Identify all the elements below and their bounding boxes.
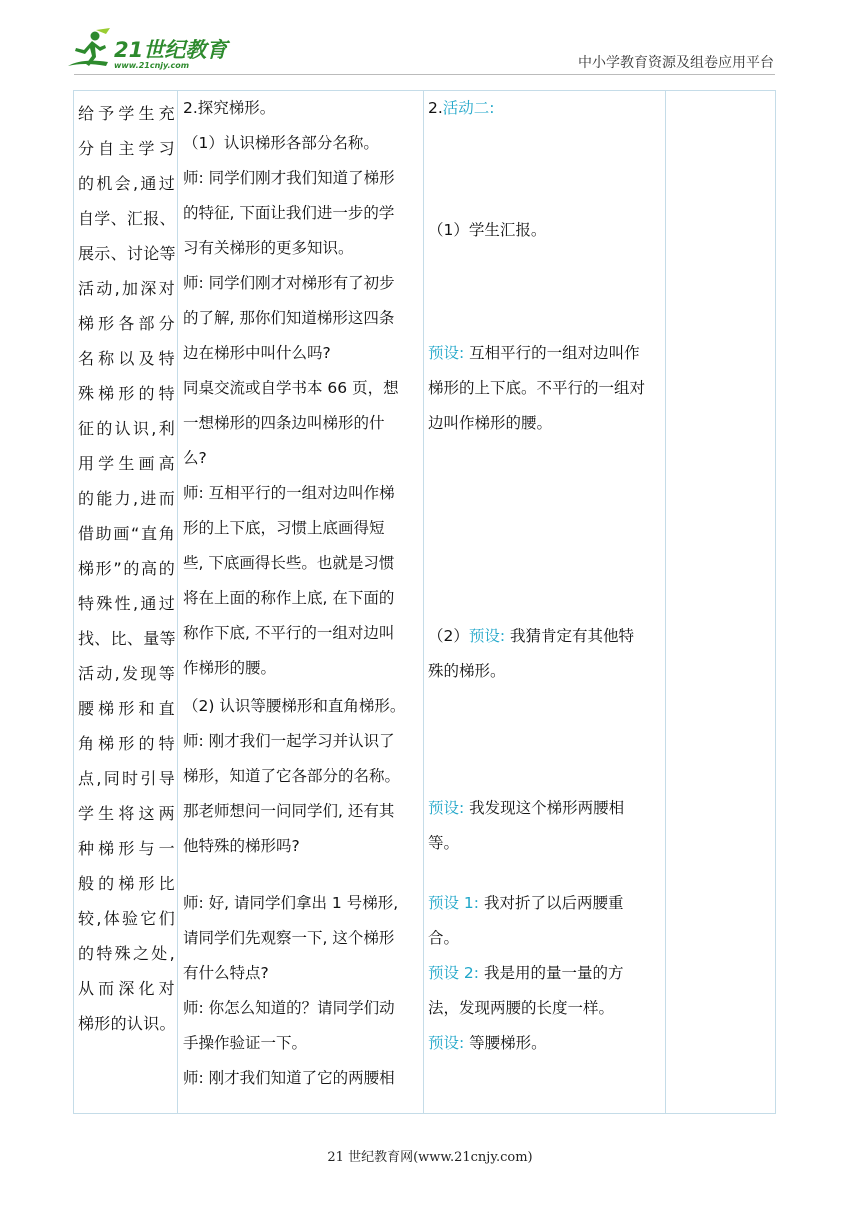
student-text: 我发现这个梯形两腰相	[464, 799, 625, 817]
student-text: 我是用的量一量的方	[479, 964, 624, 982]
design-intent-line: 较,体验它们	[78, 909, 175, 928]
teacher-activity-line: 手操作验证一下。	[183, 1034, 308, 1052]
student-text: 2.	[428, 99, 443, 117]
design-intent-line: 分自主学习	[78, 139, 175, 158]
student-activity-line	[428, 371, 663, 406]
design-intent-line: 的能力,进而	[78, 489, 175, 508]
teacher-activity-line: 有什么特点?	[183, 964, 269, 982]
design-intent-line: 般的梯形比	[78, 874, 175, 893]
design-intent-line: 借助画“直角	[78, 524, 175, 543]
teacher-activity-line: 同桌交流或自学书本 66 页，想	[183, 379, 399, 397]
student-text: 法，发现两腰的长度一样。	[428, 999, 615, 1017]
teacher-activity-line: 2.探究梯形。	[183, 99, 276, 117]
teacher-activity-line: 的特征, 下面让我们进一步的学	[183, 204, 395, 222]
student-activity-line	[428, 213, 663, 248]
student-text: 我猜肯定有其他特	[505, 627, 635, 645]
student-activity-line	[428, 619, 663, 654]
runner-logo-icon	[62, 28, 114, 76]
teacher-activity-line: 师: 同学们刚才我们知道了梯形	[183, 169, 395, 187]
student-text: 等腰梯形。	[464, 1034, 547, 1052]
notes-cell	[666, 91, 776, 1114]
teacher-activity-line: 么?	[183, 449, 207, 467]
design-intent-line: 学生将这两	[78, 804, 175, 823]
student-activity-line	[428, 406, 663, 441]
design-intent-line: 角梯形的特	[78, 734, 175, 753]
student-activity-line	[428, 791, 663, 826]
teacher-activity-cell	[178, 91, 424, 1114]
design-intent-line: 找、比、量等	[78, 629, 176, 648]
teacher-activity-line: 师: 互相平行的一组对边叫作梯	[183, 484, 395, 502]
platform-title: 中小学教育资源及组卷应用平台	[578, 55, 774, 71]
design-intent-line: 梯形的认识。	[78, 1014, 176, 1033]
logo-url-text: www.21cnjy.com	[114, 61, 190, 70]
preset-label: 预设:	[428, 344, 465, 362]
design-intent-line: 殊梯形的特	[78, 384, 175, 403]
teacher-activity-line: （1）认识梯形各部分名称。	[183, 134, 379, 152]
design-intent-line: 自学、汇报、	[78, 209, 176, 228]
teacher-activity-line: 师: 你怎么知道的？请同学们动	[183, 999, 395, 1017]
preset-label: 预设:	[468, 627, 506, 645]
teacher-activity-line: 那老师想问一问同学们, 还有其	[183, 802, 395, 820]
student-text: 边叫作梯形的腰。	[428, 414, 553, 432]
lesson-plan-table	[73, 90, 776, 1114]
student-activity-line	[428, 826, 663, 861]
teacher-activity-line: 的了解, 那你们知道梯形这四条	[183, 309, 395, 327]
page-footer: 21 世纪教育网(www.21cnjy.com)	[327, 1150, 533, 1165]
logo-brand-text: 21世纪教育	[114, 38, 228, 62]
design-intent-line: 的机会,通过	[78, 174, 175, 193]
design-intent-line: 用学生画高	[78, 454, 175, 473]
preset-label: 预设 2:	[428, 964, 480, 982]
teacher-activity-line: 请同学们先观察一下, 这个梯形	[183, 929, 395, 947]
student-text: （2）	[428, 627, 469, 645]
design-intent-line: 名称以及特	[78, 349, 175, 368]
preset-label: 预设:	[428, 799, 465, 817]
teacher-activity-line: 一想梯形的四条边叫梯形的什	[183, 414, 385, 432]
teacher-activity-line: 他特殊的梯形吗?	[183, 837, 300, 855]
teacher-activity-line: 将在上面的称作上底, 在下面的	[183, 589, 395, 607]
design-intent-line: 征的认识,利	[78, 419, 175, 438]
design-intent-line: 展示、讨论等	[78, 244, 176, 263]
teacher-activity-line: 师: 刚才我们知道了它的两腰相	[183, 1069, 395, 1087]
preset-label: 预设:	[428, 1034, 465, 1052]
design-intent-line: 活动,发现等	[78, 664, 175, 683]
student-text: 等。	[428, 834, 460, 852]
student-text: 梯形的上下底。不平行的一组对	[428, 379, 646, 397]
design-intent-cell	[74, 91, 178, 1114]
design-intent-line: 梯形各部分	[78, 314, 175, 333]
teacher-activity-line: 师: 好, 请同学们拿出 1 号梯形,	[183, 894, 399, 912]
student-text: （1）学生汇报。	[428, 221, 547, 239]
student-activity-line	[428, 991, 663, 1026]
design-intent-text	[74, 91, 177, 1041]
student-text: 合。	[428, 929, 460, 947]
student-activity-line	[428, 1026, 663, 1061]
student-activity-line	[428, 886, 663, 921]
student-activity-line	[428, 921, 663, 956]
teacher-activity-line: 边在梯形中叫什么吗?	[183, 344, 331, 362]
preset-label: 活动二:	[442, 99, 495, 117]
teacher-activity-line: 习有关梯形的更多知识。	[183, 239, 354, 257]
preset-label: 预设 1:	[428, 894, 480, 912]
student-text: 互相平行的一组对边叫作	[464, 344, 640, 362]
student-activity-line	[428, 336, 663, 371]
teacher-activity-line: 师: 同学们刚才对梯形有了初步	[183, 274, 395, 292]
teacher-activity-line: 些, 下底画得长些。也就是习惯	[183, 554, 395, 572]
student-activity-line	[428, 91, 663, 126]
student-activity-cell	[424, 91, 666, 1114]
teacher-activity-line: 称作下底, 不平行的一组对边叫	[183, 624, 395, 642]
table-row	[74, 91, 776, 1114]
teacher-activity-line: （2) 认识等腰梯形和直角梯形。	[183, 697, 406, 715]
student-activity-line	[428, 654, 663, 689]
teacher-activity-line: 梯形，知道了它各部分的名称。	[183, 767, 401, 785]
design-intent-line: 活动,加深对	[78, 279, 175, 298]
header-divider	[74, 74, 775, 75]
student-activity-line	[428, 956, 663, 991]
design-intent-line: 腰梯形和直	[78, 699, 175, 718]
teacher-activity-line: 作梯形的腰。	[183, 659, 277, 677]
design-intent-line: 种梯形与一	[78, 839, 175, 858]
design-intent-line: 特殊性,通过	[78, 594, 175, 613]
student-text: 殊的梯形。	[428, 662, 506, 680]
page-header	[0, 0, 860, 90]
teacher-activity-line: 形的上下底，习惯上底画得短	[183, 519, 385, 537]
teacher-activity-line: 师: 刚才我们一起学习并认识了	[183, 732, 395, 750]
student-text: 我对折了以后两腰重	[479, 894, 624, 912]
design-intent-line: 点,同时引导	[78, 769, 175, 788]
design-intent-line: 给予学生充	[78, 104, 175, 123]
design-intent-line: 从而深化对	[78, 979, 175, 998]
site-logo[interactable]	[62, 28, 232, 76]
design-intent-line: 梯形”的高的	[78, 559, 175, 578]
design-intent-line: 的特殊之处,	[78, 944, 175, 963]
